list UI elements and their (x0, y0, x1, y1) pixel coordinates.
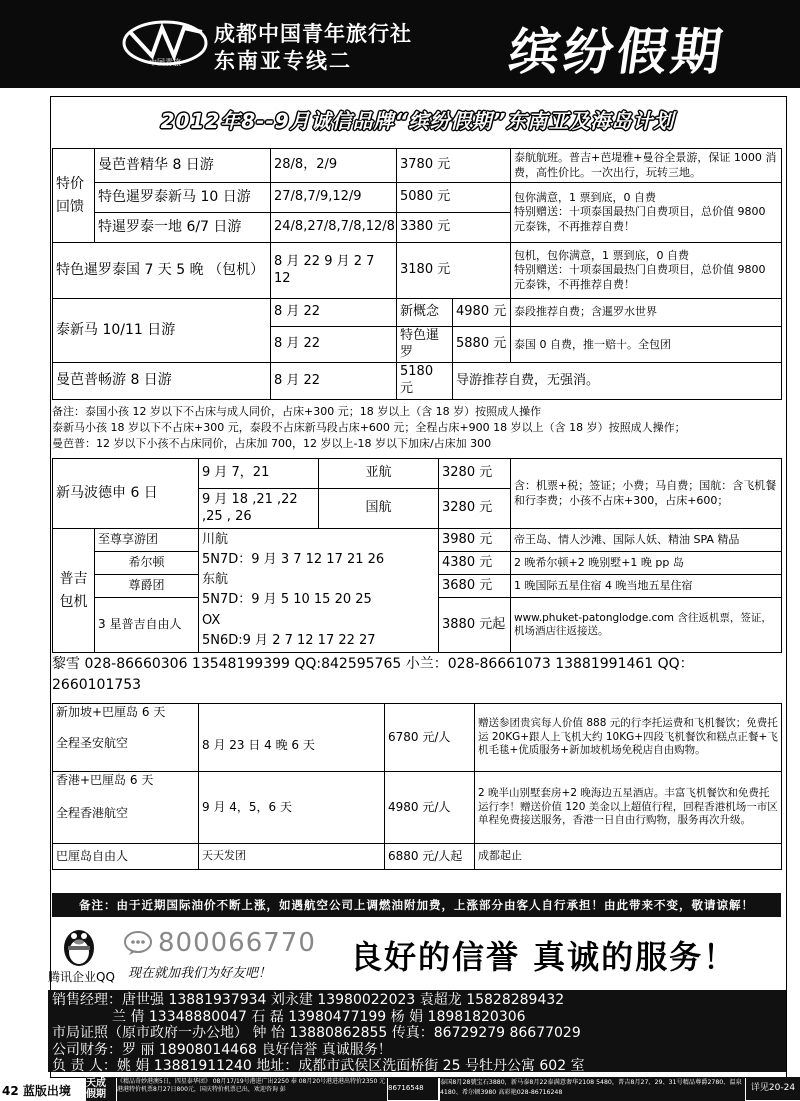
tms-product: 特色暹罗 (397, 327, 453, 363)
note-line: 备注：泰国小孩 12 岁以下不占床与成人同价，占床+300 元；18 岁以上（含 18 岁）按照成人操作 (52, 405, 542, 418)
footer-line: 兰 倩 13348880047 石 磊 13980477199 杨 娟 18981820306 (112, 1008, 526, 1025)
tms-note: 泰国 0 自费，推一赔十。全包团 (511, 327, 782, 363)
see-pages: 详见20-24 (746, 1077, 800, 1100)
ad-phone: 86716548 (388, 1077, 438, 1100)
phuket-package: 至尊享游团 (95, 529, 199, 552)
service-motto: 良好的信誉 真诚的服务！ (350, 938, 738, 976)
bali-note: 2 晚半山别墅套房+2 晚海边五星酒店。丰富飞机餐饮和免费托运行李！赠送价值 120 美金以上超值行程，回程香港机场一市区单程免费接送服务，香港一日自由行购物，服务再次升级。 (475, 772, 782, 844)
bali-note: 赠送参团贵宾每人价值 888 元的行李托运费和飞机餐饮；免费托运 20KG+跟人上飞机大约 10KG+四段飞机餐饮和糕点正餐+飞机毛毯+优质服务+新加坡机场免税店自由购物。 (475, 704, 782, 772)
charter-price: 3180 元 (397, 243, 511, 299)
note-line: 曼芭普：12 岁以下小孩不占床同价，占床加 700，12 岁以上-18 岁以下加床/占床加 300 (52, 436, 492, 450)
tiancheng-brand (86, 1077, 116, 1101)
tms-date: 8 月 22 (271, 299, 397, 327)
footer-line: 销售经理：唐世强 13881937934 刘永建 13980022023 袁超龙 15828289432 (52, 992, 565, 1008)
cyts-logo-icon (122, 18, 208, 68)
footer-line: 公司财务：罗 丽 18908014468 良好信誉 真诚服务！ (52, 1041, 392, 1058)
bali-note: 成都起止 (475, 844, 782, 870)
sgmy-tour-name: 新马波德申 6 日 (53, 459, 199, 529)
footer-line: 市局证照（原市政府一办公地） 钟 怡 13880862855 传真：86729279 86677029 (52, 1025, 581, 1042)
bottom-strip (0, 1077, 800, 1100)
qq-label: 腾讯企业QQ (48, 970, 115, 984)
tour-note: 泰航航班。普吉+芭堤雅+曼谷全景游，保证 1000 消费，高性价比。一次出行，玩转三地。 (511, 149, 782, 183)
phuket-flights (199, 529, 439, 653)
tour-name: 特暹罗泰一地 6/7 日游 (95, 213, 271, 243)
flight-line: 5N6D:9 月 2 7 12 17 22 27 (202, 632, 376, 648)
sgmy-price: 3280 元 (439, 489, 511, 529)
tour-note: 包你满意，1 票到底，0 自费 特别赠送：十项泰国最热门自费项目，总价值 9800 元泰铢，不再推荐自费！ (511, 183, 782, 243)
ad-line: 港港特价机票8月27日800元，国庆特价机票已出，欢迎咨询 彭 (117, 1085, 286, 1093)
thailand-table (52, 148, 782, 400)
bali-airline: 全程圣安航空 (56, 736, 129, 751)
tour-price: 3380 元 (397, 213, 511, 243)
phuket-note: www.phuket-patonglodge.com 含往返机票，签证，机场酒店往返接送。 (511, 598, 782, 653)
bali-tour-name: 巴厘岛自由人 (53, 844, 199, 870)
footer-line: 负 责 人：姚 娟 13881911240 地址：成都市武侯区洗面桥街 25 号牡丹公寓 602 室 (52, 1058, 585, 1075)
tms-product: 新概念 (397, 299, 453, 327)
bali-price: 6880 元/人起 (385, 844, 475, 870)
qq-penguin-icon (60, 922, 98, 968)
chat-bubble-icon (123, 930, 153, 956)
flight-line: OX (202, 612, 221, 628)
ad-line: 《精品奇妙港澳5日，四星泰华团》 08月17/19号港进广出2250 奉 08月20号港进港出特价2350 元 (117, 1078, 386, 1085)
flight-line: 东航 (202, 572, 229, 588)
tour-dates: 24/8,27/8,7/8,12/8 (271, 213, 397, 243)
bali-dates: 天天发团 (199, 844, 385, 870)
sgmy-airline: 国航 (319, 489, 439, 529)
flight-line: 5N7D：9 月 5 10 15 20 25 (202, 592, 372, 608)
special-offer-label: 特价回馈 (53, 149, 95, 243)
charter-dates: 8 月 22 9 月 2 7 12 (271, 243, 397, 299)
tms-date: 8 月 22 (271, 327, 397, 363)
phuket-price: 3880 元起 (439, 598, 511, 653)
tour-dates: 27/8,7/9,12/9 (271, 183, 397, 213)
phuket-label: 普吉包机 (53, 529, 95, 653)
sgmy-dates: 9 月 18 ,21 ,22 ,25 , 26 (199, 489, 319, 529)
contact-line: 黎雪 028-86660306 13548199399 QQ:842595765 小兰：028-86661073 13881991461 QQ：2660101753 (52, 656, 694, 693)
bali-tour-name: 香港+巴厘岛 6 天 (56, 773, 154, 787)
phuket-price: 4380 元 (439, 552, 511, 575)
phuket-table (52, 528, 782, 653)
phuket-package: 尊爵团 (95, 575, 199, 598)
brand-title: 缤纷假期 (505, 22, 730, 81)
child-policy-notes (52, 404, 781, 452)
tms-note: 泰段推荐自费；含暹罗水世界 (511, 299, 782, 327)
staff-footer (48, 990, 786, 1075)
bali-tour-name: 新加坡+巴厘岛 6 天 (56, 705, 166, 719)
phuket-price: 3680 元 (439, 575, 511, 598)
logo-text: 中国青旅 (149, 58, 181, 67)
charter-tour-name: 特色暹罗泰国 7 天 5 晚 （包机） (53, 243, 271, 299)
page-headline: 2012年8--9月诚信品牌“缤纷假期”东南亚及海岛计划 (160, 109, 675, 133)
note-line: 泰新马小孩 18 岁以下不占床+300 元，泰段不占床新马段占床+600 元；全程占床+900 18 岁以上（含 18 岁）按照成人操作； (52, 420, 686, 434)
bpp-note: 导游推荐自费，无强消。 (453, 363, 782, 399)
sgmy-note: 含：机票+税；签证；小费；马自费；国航：含飞机餐和行李费；小孩不占床+300，占床+600； (511, 459, 782, 529)
hotline-number: 800066770 (158, 928, 316, 958)
bali-price: 4980 元/人 (385, 772, 475, 844)
tour-price: 5080 元 (397, 183, 511, 213)
agency-name: 成都中国青年旅行社 (214, 22, 412, 46)
sgmy-dates: 9 月 7，21 (199, 459, 319, 489)
tour-dates: 28/8，2/9 (271, 149, 397, 183)
product-line: 东南亚专线二 (214, 49, 352, 73)
sg-my-table (52, 458, 782, 529)
page-number: 42 蓝版出境 (2, 1084, 71, 1098)
bpp-price: 5180 元 (397, 363, 453, 399)
bali-table (52, 703, 782, 870)
phuket-note: 帝王岛、情人沙滩、国际人妖、精油 SPA 精品 (511, 529, 782, 552)
phuket-price: 3980 元 (439, 529, 511, 552)
tour-price: 3780 元 (397, 149, 511, 183)
flight-line: 5N7D：9 月 3 7 12 17 21 26 (202, 552, 385, 568)
bali-dates: 9 月 4，5，6 天 (199, 772, 385, 844)
bali-price: 6780 元/人 (385, 704, 475, 772)
bali-airline: 全程香港航空 (56, 806, 129, 821)
phuket-note: 1 晚国际五星住宿 4 晚当地五星住宿 (511, 575, 782, 598)
bali-tour (53, 772, 199, 844)
fuel-surcharge-notice: 备注：由于近期国际油价不断上涨，如遇航空公司上调燃油附加费，上涨部分由客人自行承担！由此带来不变，敬请谅解！ (52, 893, 781, 917)
tour-name: 特色暹罗泰新马 10 日游 (95, 183, 271, 213)
tms-price: 5880 元 (453, 327, 511, 363)
brand-b: 假期 (86, 1089, 106, 1100)
bali-tour (53, 704, 199, 772)
charter-note: 包机，包你满意，1 票到底，0 自费 特别赠送：十项泰国最热门自费项目，总价值 9800 元泰铢，不再推荐自费！ (511, 243, 782, 299)
thailand-ad: 泰国8月28號宝石3880，新马泰8月22泰满意奢华2108 5480，普吉8月27、29、31号精品尊爵2780、温泉4180、希尔顿3980 高彩艳028-86716248 (440, 1077, 745, 1101)
hk-macau-ad (117, 1077, 387, 1101)
phuket-package: 希尔顿 (95, 552, 199, 575)
sgmy-airline: 亚航 (319, 459, 439, 489)
tms-price: 4980 元 (453, 299, 511, 327)
phuket-note: 2 晚希尔顿+2 晚别墅+1 晚 pp 岛 (511, 552, 782, 575)
add-friend-invite: 现在就加我们为好友吧！ (128, 966, 272, 981)
brand-a: 天成 (86, 1078, 106, 1089)
tms-tour-name: 泰新马 10/11 日游 (53, 299, 271, 363)
sgmy-price: 3280 元 (439, 459, 511, 489)
bpp-date: 8 月 22 (271, 363, 397, 399)
tour-name: 曼芭普精华 8 日游 (95, 149, 271, 183)
phuket-package: 3 星普吉自由人 (95, 598, 199, 653)
header-banner (0, 0, 800, 88)
bali-dates: 8 月 23 日 4 晚 6 天 (199, 704, 385, 772)
flight-line: 川航 (202, 532, 229, 547)
bpp-tour-name: 曼芭普畅游 8 日游 (53, 363, 271, 399)
